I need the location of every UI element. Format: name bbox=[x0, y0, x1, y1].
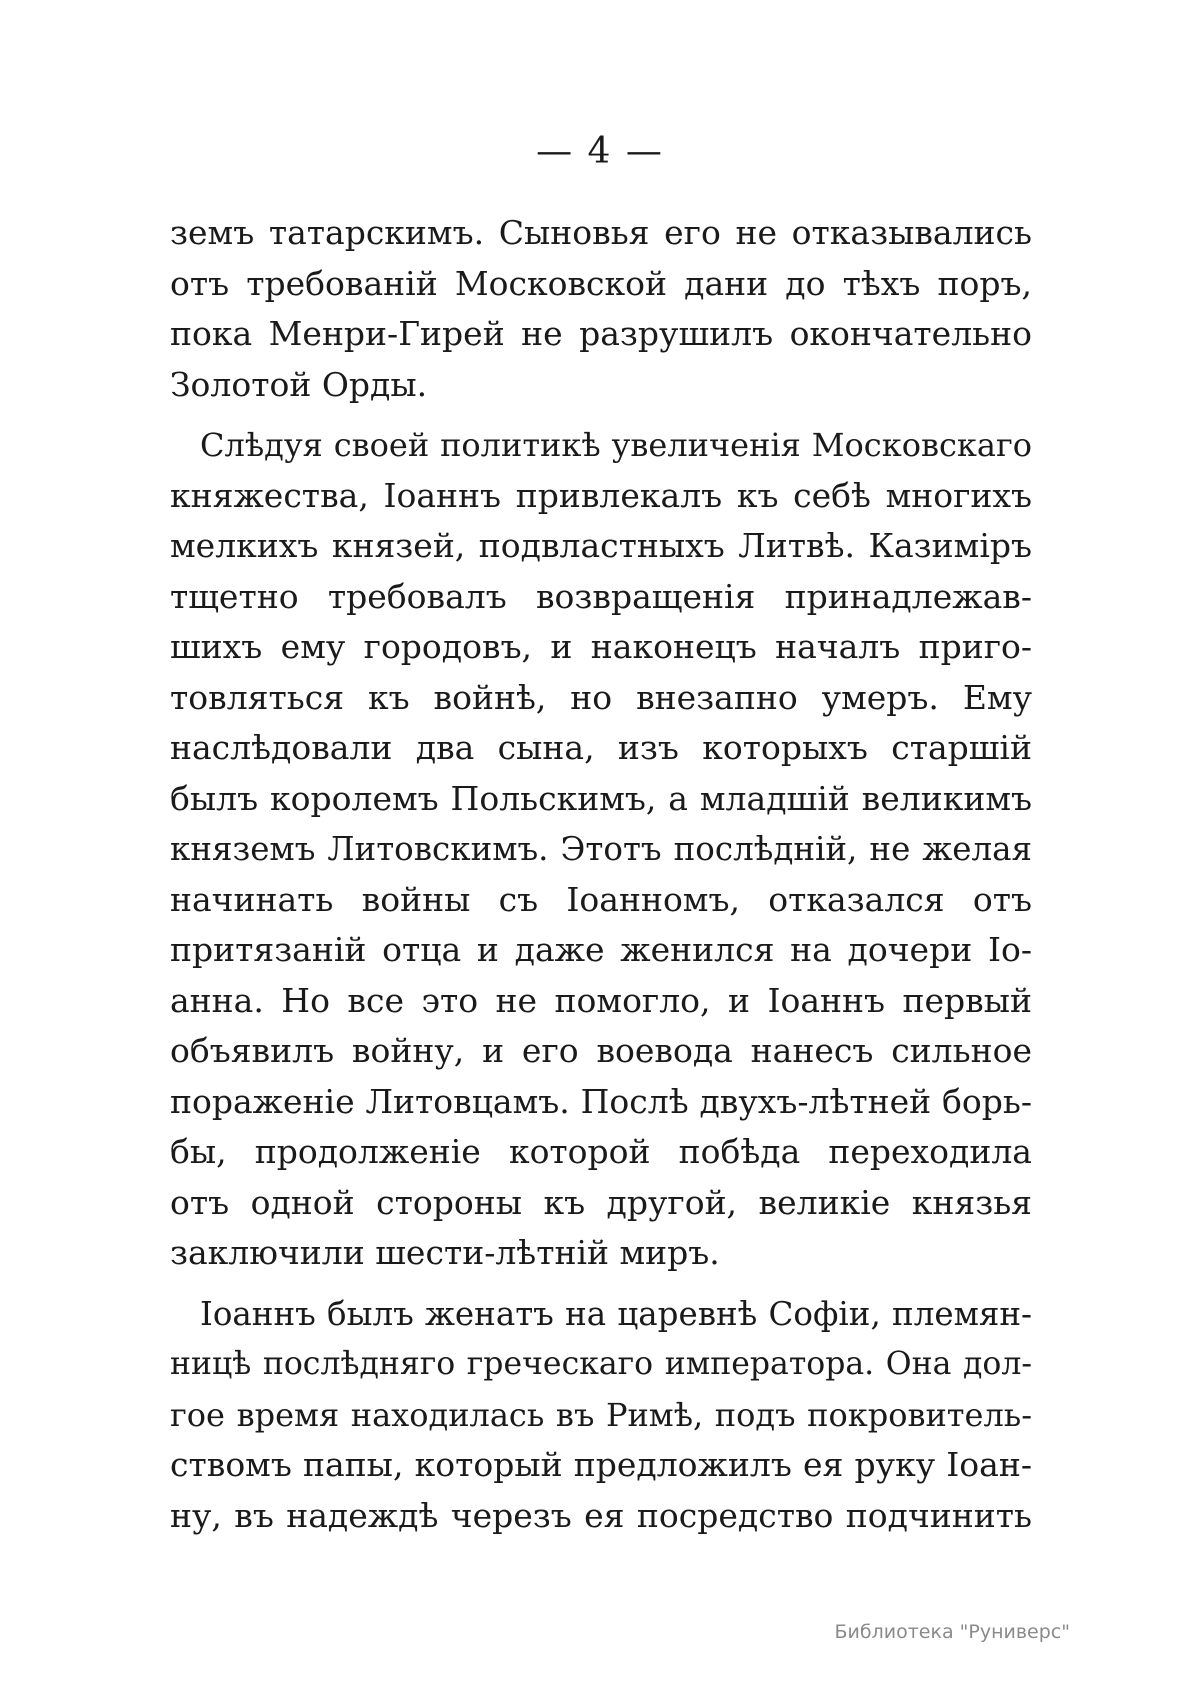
text-line: притязаній отца и даже женился на дочери Іо- bbox=[170, 930, 1032, 969]
text-line: княземъ Литовскимъ. Этотъ послѣдній, не желая bbox=[170, 830, 1032, 868]
text-line: мелкихъ князей, подвластныхъ Литвѣ. Казиміръ bbox=[170, 526, 1032, 565]
text-line: наслѣдовали два сына, изъ которыхъ старшій bbox=[170, 728, 1032, 767]
text-line: анна. Но все это не помогло, и Іоаннъ первый bbox=[170, 980, 1032, 1020]
paragraph bbox=[170, 1289, 1032, 1542]
text-line: Іоаннъ былъ женатъ на царевнѣ Софіи, племян- bbox=[200, 1294, 1032, 1333]
text-line: былъ королемъ Польскимъ, а младшій великимъ bbox=[170, 778, 1032, 818]
text-line: тщетно требовалъ возвращенія принадлежав- bbox=[170, 576, 1032, 616]
text-line: гое время находилась въ Римѣ, подъ покровитель- bbox=[170, 1395, 1032, 1434]
text-line: Слѣдуя своей политикѣ увеличенія Московскаго bbox=[200, 426, 1032, 464]
text-line: отъ одной стороны къ другой, великіе князья bbox=[170, 1182, 1032, 1222]
text-line: начинать войны съ Іоанномъ, отказался отъ bbox=[170, 879, 1032, 919]
text-line: заключили шести-лѣтній миръ. bbox=[170, 1233, 720, 1272]
text-line: Золотой Орды. bbox=[170, 364, 428, 404]
text-line: княжества, Іоаннъ привлекалъ къ себѣ многихъ bbox=[170, 475, 1032, 515]
library-watermark: Библиотека "Руниверс" bbox=[834, 1621, 1070, 1643]
text-line: ну, въ надеждѣ черезъ ея посредство подчинить bbox=[170, 1495, 1032, 1535]
page-body-text bbox=[170, 208, 1032, 1541]
paragraph bbox=[170, 208, 1032, 410]
text-line: земъ татарскимъ. Сыновья его не отказывались bbox=[170, 213, 1032, 252]
paragraph bbox=[170, 420, 1032, 1279]
text-line: отъ требованій Московской дани до тѣхъ поръ, bbox=[170, 263, 1032, 303]
text-line: объявилъ войну, и его воевода нанесъ сильное bbox=[170, 1031, 1032, 1070]
page-number: — 4 — bbox=[536, 131, 664, 172]
text-line: бы, продолженіе которой побѣда переходила bbox=[170, 1132, 1032, 1171]
text-line: ницѣ послѣдняго греческаго императора. Она дол- bbox=[170, 1346, 1032, 1382]
text-line: ствомъ папы, который предложилъ ея руку Іоан- bbox=[170, 1445, 1032, 1484]
text-line: товляться къ войнѣ, но внезапно умеръ. Ему bbox=[170, 677, 1032, 717]
text-line: шихъ ему городовъ, и наконецъ началъ приго- bbox=[170, 627, 1032, 666]
text-line: пораженіе Литовцамъ. Послѣ двухъ-лѣтней борь- bbox=[170, 1081, 1032, 1121]
text-line: пока Менри-Гирей не разрушилъ окончательно bbox=[170, 314, 1032, 353]
